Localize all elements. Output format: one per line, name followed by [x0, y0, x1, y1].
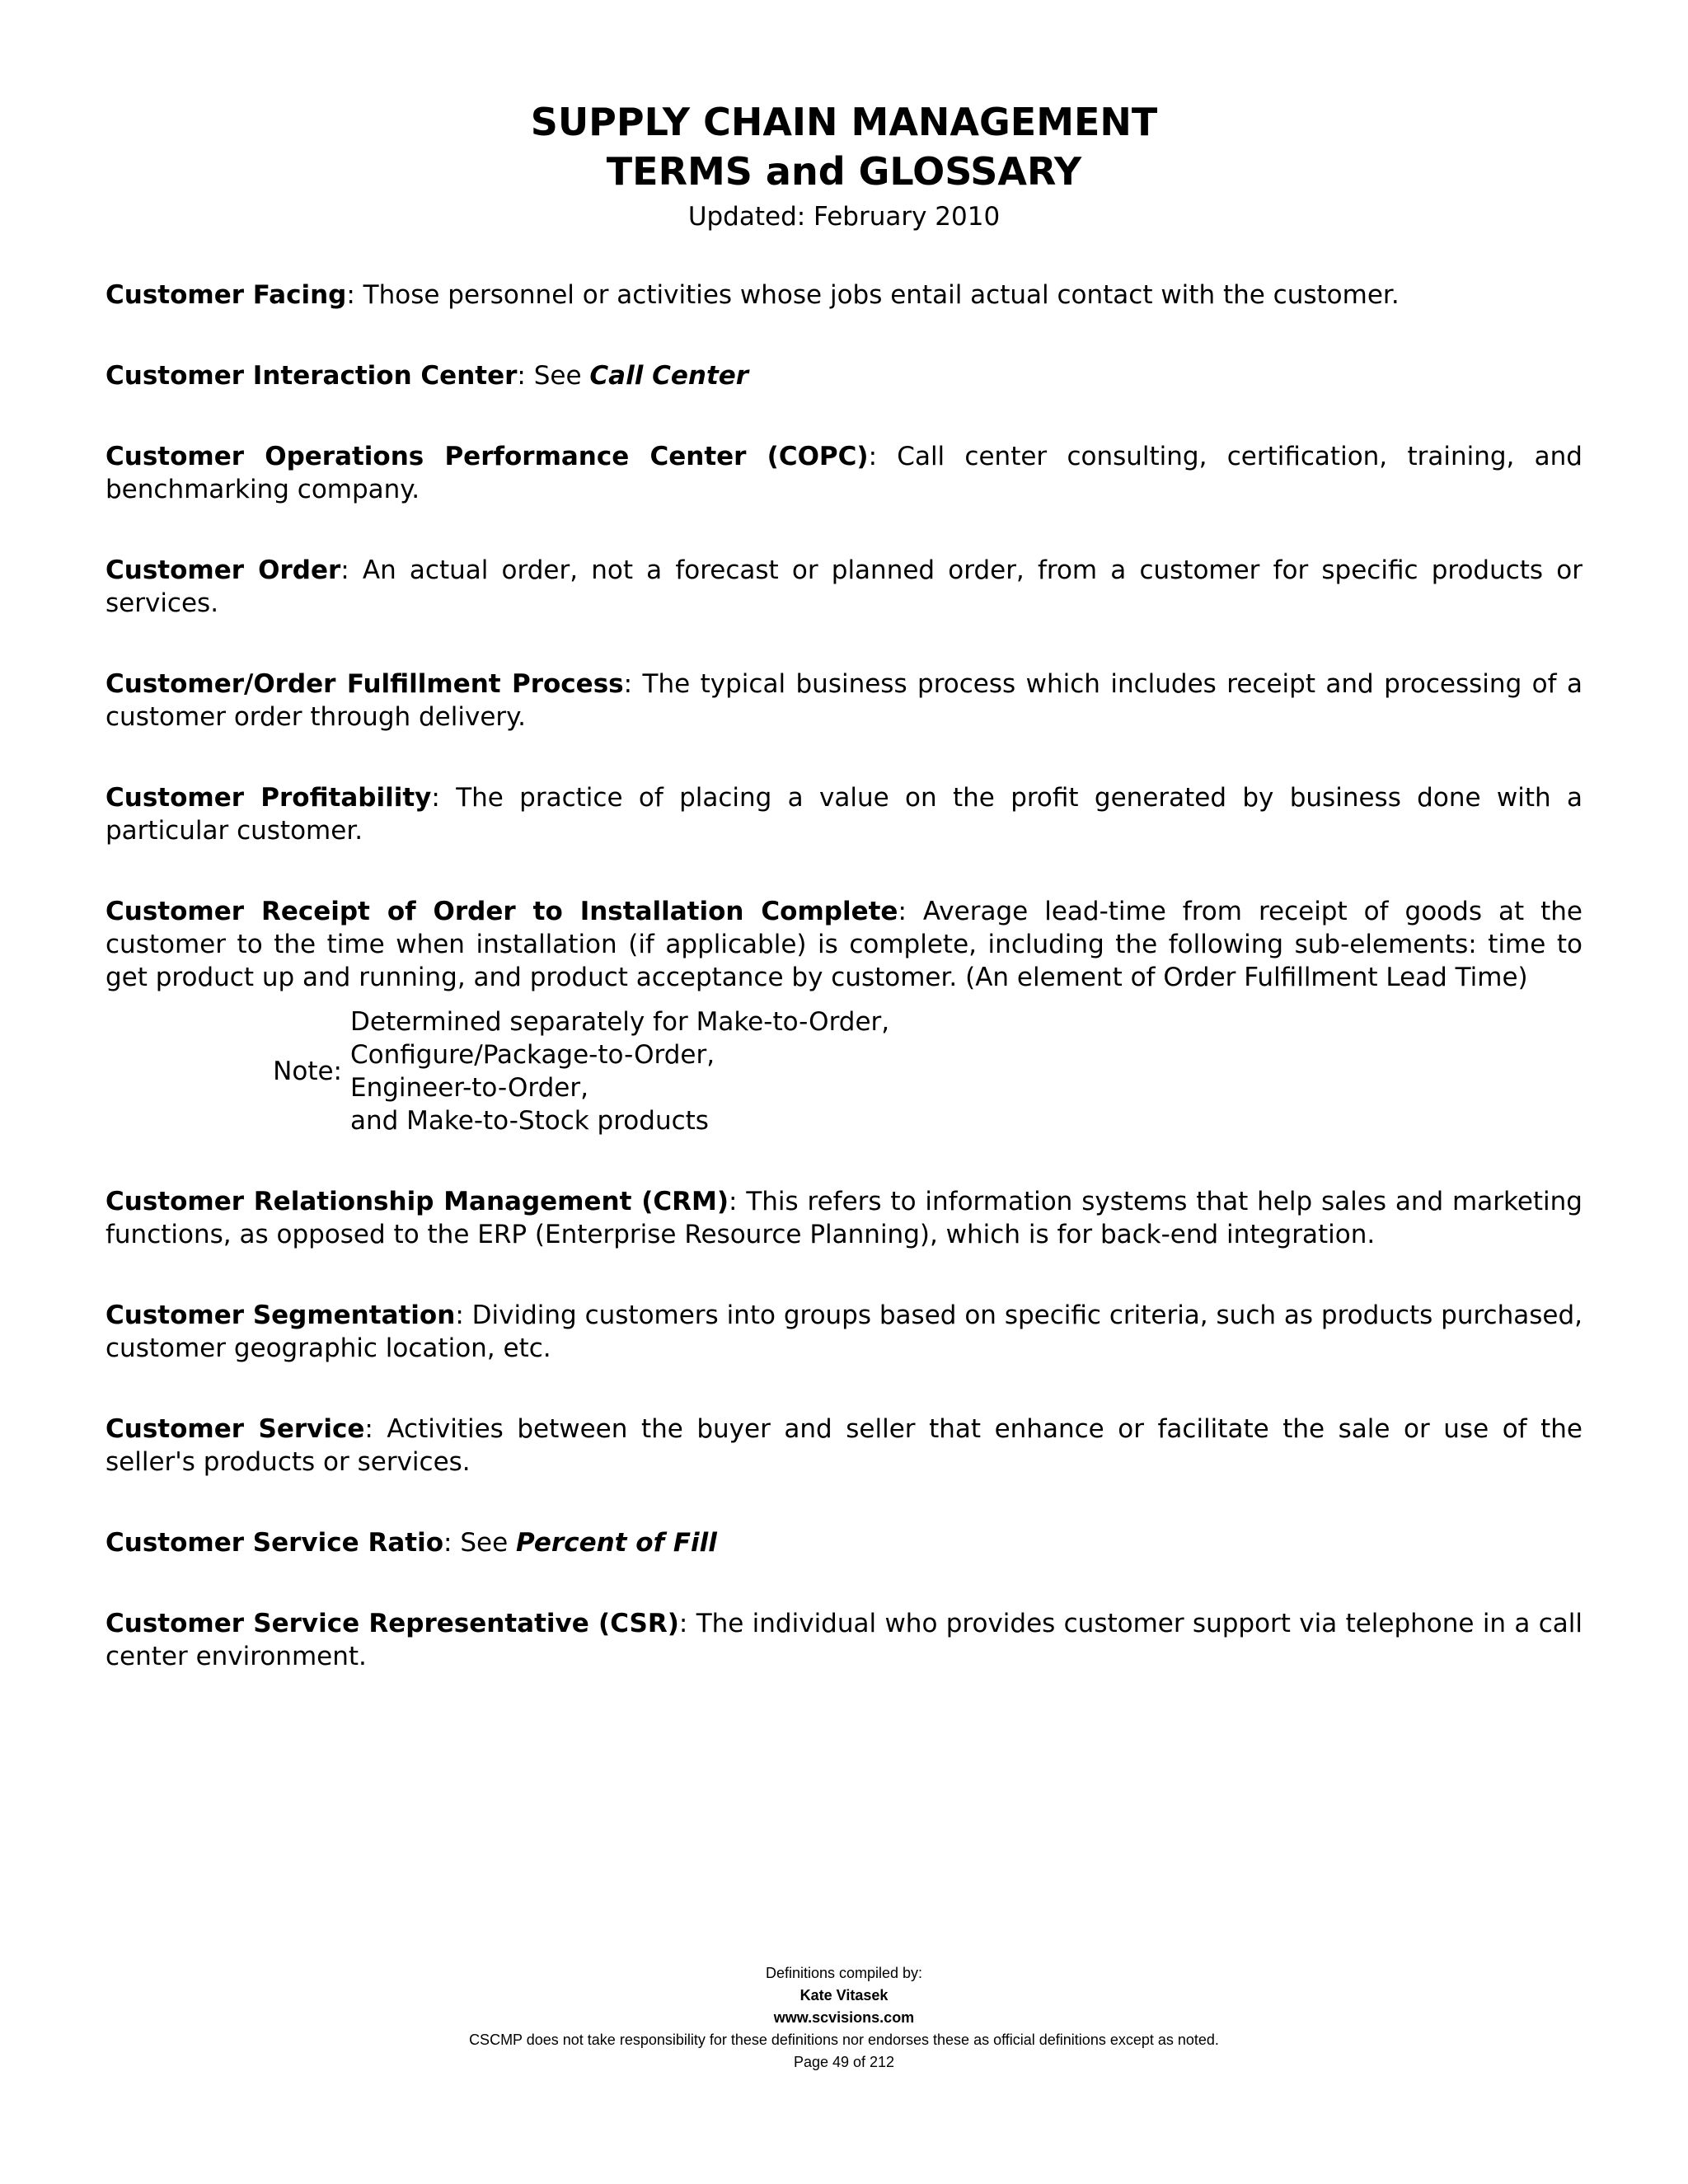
entry-definition: This refers to information systems that help sales and marketing functions, as opposed to the ERP (Enterprise Resource Planning), which is for back-end integration.: [106, 1187, 1582, 1249]
entry-term: Customer Interaction Center: [106, 361, 518, 391]
entry-term: Customer Service: [106, 1414, 365, 1444]
entry-separator: :: [364, 1414, 387, 1444]
entry-separator: :: [443, 1528, 461, 1558]
footer-disclaimer: CSCMP does not take responsibility for these definitions nor endorses these as official definitions except as noted.: [469, 2032, 1219, 2048]
note-label: Note:: [273, 1057, 342, 1086]
note-line: and Make-to-Stock products: [350, 1106, 709, 1136]
entry-separator: :: [346, 280, 363, 310]
entry-separator: :: [340, 555, 363, 585]
glossary-entry: [106, 440, 1582, 506]
entry-term: Customer Segmentation: [106, 1301, 456, 1330]
entry-see-prefix: See: [460, 1528, 516, 1558]
title-line-2: TERMS and GLOSSARY: [606, 149, 1082, 194]
entry-term: Customer Profitability: [106, 783, 432, 813]
entry-term: Customer Order: [106, 555, 341, 585]
note-block: [106, 1005, 1582, 1137]
glossary-entry: [106, 554, 1582, 620]
entry-definition: The typical business process which includes receipt and processing of a customer order through delivery.: [106, 669, 1583, 732]
entry-definition: Those personnel or activities whose jobs entail actual contact with the customer.: [363, 280, 1400, 310]
entry-definition: Dividing customers into groups based on specific criteria, such as products purchased, customer geographic location, etc.: [106, 1301, 1582, 1363]
entry-separator: :: [729, 1187, 747, 1216]
entry-definition: The individual who provides customer support via telephone in a call center environment.: [106, 1609, 1582, 1671]
entry-definition: An actual order, not a forecast or planned order, from a customer for specific products or services.: [106, 555, 1582, 618]
glossary-entry: [106, 668, 1582, 733]
page-footer: [0, 1962, 1688, 2074]
entry-definition: Activities between the buyer and seller that enhance or facilitate the sale or use of the seller's products or services.: [106, 1414, 1582, 1477]
entry-term: Customer Service Representative (CSR): [106, 1609, 679, 1638]
note-line: Engineer-to-Order,: [350, 1073, 588, 1103]
entry-term: Customer/Order Fulfillment Process: [106, 669, 624, 699]
entry-separator: :: [868, 442, 898, 471]
title-line-1: SUPPLY CHAIN MANAGEMENT: [530, 100, 1158, 144]
entry-separator: :: [517, 361, 534, 391]
glossary-entries: [106, 279, 1582, 1721]
entry-separator: :: [623, 669, 643, 699]
glossary-entry: [106, 279, 1582, 312]
glossary-entry: [106, 895, 1582, 994]
note-line: Determined separately for Make-to-Order,: [350, 1007, 890, 1037]
footer-author: Kate Vitasek: [799, 1987, 889, 2004]
entry-term: Customer Relationship Management (CRM): [106, 1187, 729, 1216]
glossary-entry: [106, 1413, 1582, 1479]
document-header: [0, 97, 1688, 237]
entry-term: Customer Facing: [106, 280, 347, 310]
entry-definition: The practice of placing a value on the profit generated by business done with a particular customer.: [106, 783, 1582, 846]
entry-term: Customer Operations Performance Center (COPC): [106, 442, 869, 471]
glossary-entry: [106, 781, 1582, 847]
entry-definition: Call center consulting, certification, training, and benchmarking company.: [106, 442, 1582, 504]
entry-definition: Average lead-time from receipt of goods at the customer to the time when installation (if applicable) is complete, including the following sub-elements: time to get product up and running, and product acceptance by customer. (An element of Order Fulfillment Lead Time): [106, 897, 1582, 992]
entry-see-prefix: See: [533, 361, 590, 391]
entry-separator: :: [678, 1609, 696, 1638]
entry-separator: :: [898, 897, 923, 926]
note-lines: [350, 1005, 889, 1137]
footer-website: www.scvisions.com: [773, 2009, 915, 2026]
entry-cross-reference: Call Center: [589, 361, 749, 391]
glossary-entry: [106, 1299, 1582, 1365]
entry-cross-reference: Percent of Fill: [516, 1528, 717, 1558]
glossary-entry: [106, 359, 1582, 392]
updated-date: Updated: February 2010: [687, 202, 1001, 232]
glossary-entry: [106, 1185, 1582, 1251]
footer-compiled-by: Definitions compiled by:: [765, 1965, 923, 1981]
glossary-entry: [106, 1526, 1582, 1559]
page-number: Page 49 of 212: [793, 2054, 895, 2070]
entry-term: Customer Receipt of Order to Installation Complete: [106, 897, 898, 926]
note-line: Configure/Package-to-Order,: [350, 1040, 715, 1070]
entry-separator: :: [455, 1301, 472, 1330]
glossary-entry: [106, 1607, 1582, 1673]
entry-term: Customer Service Ratio: [106, 1528, 443, 1558]
entry-separator: :: [431, 783, 457, 813]
